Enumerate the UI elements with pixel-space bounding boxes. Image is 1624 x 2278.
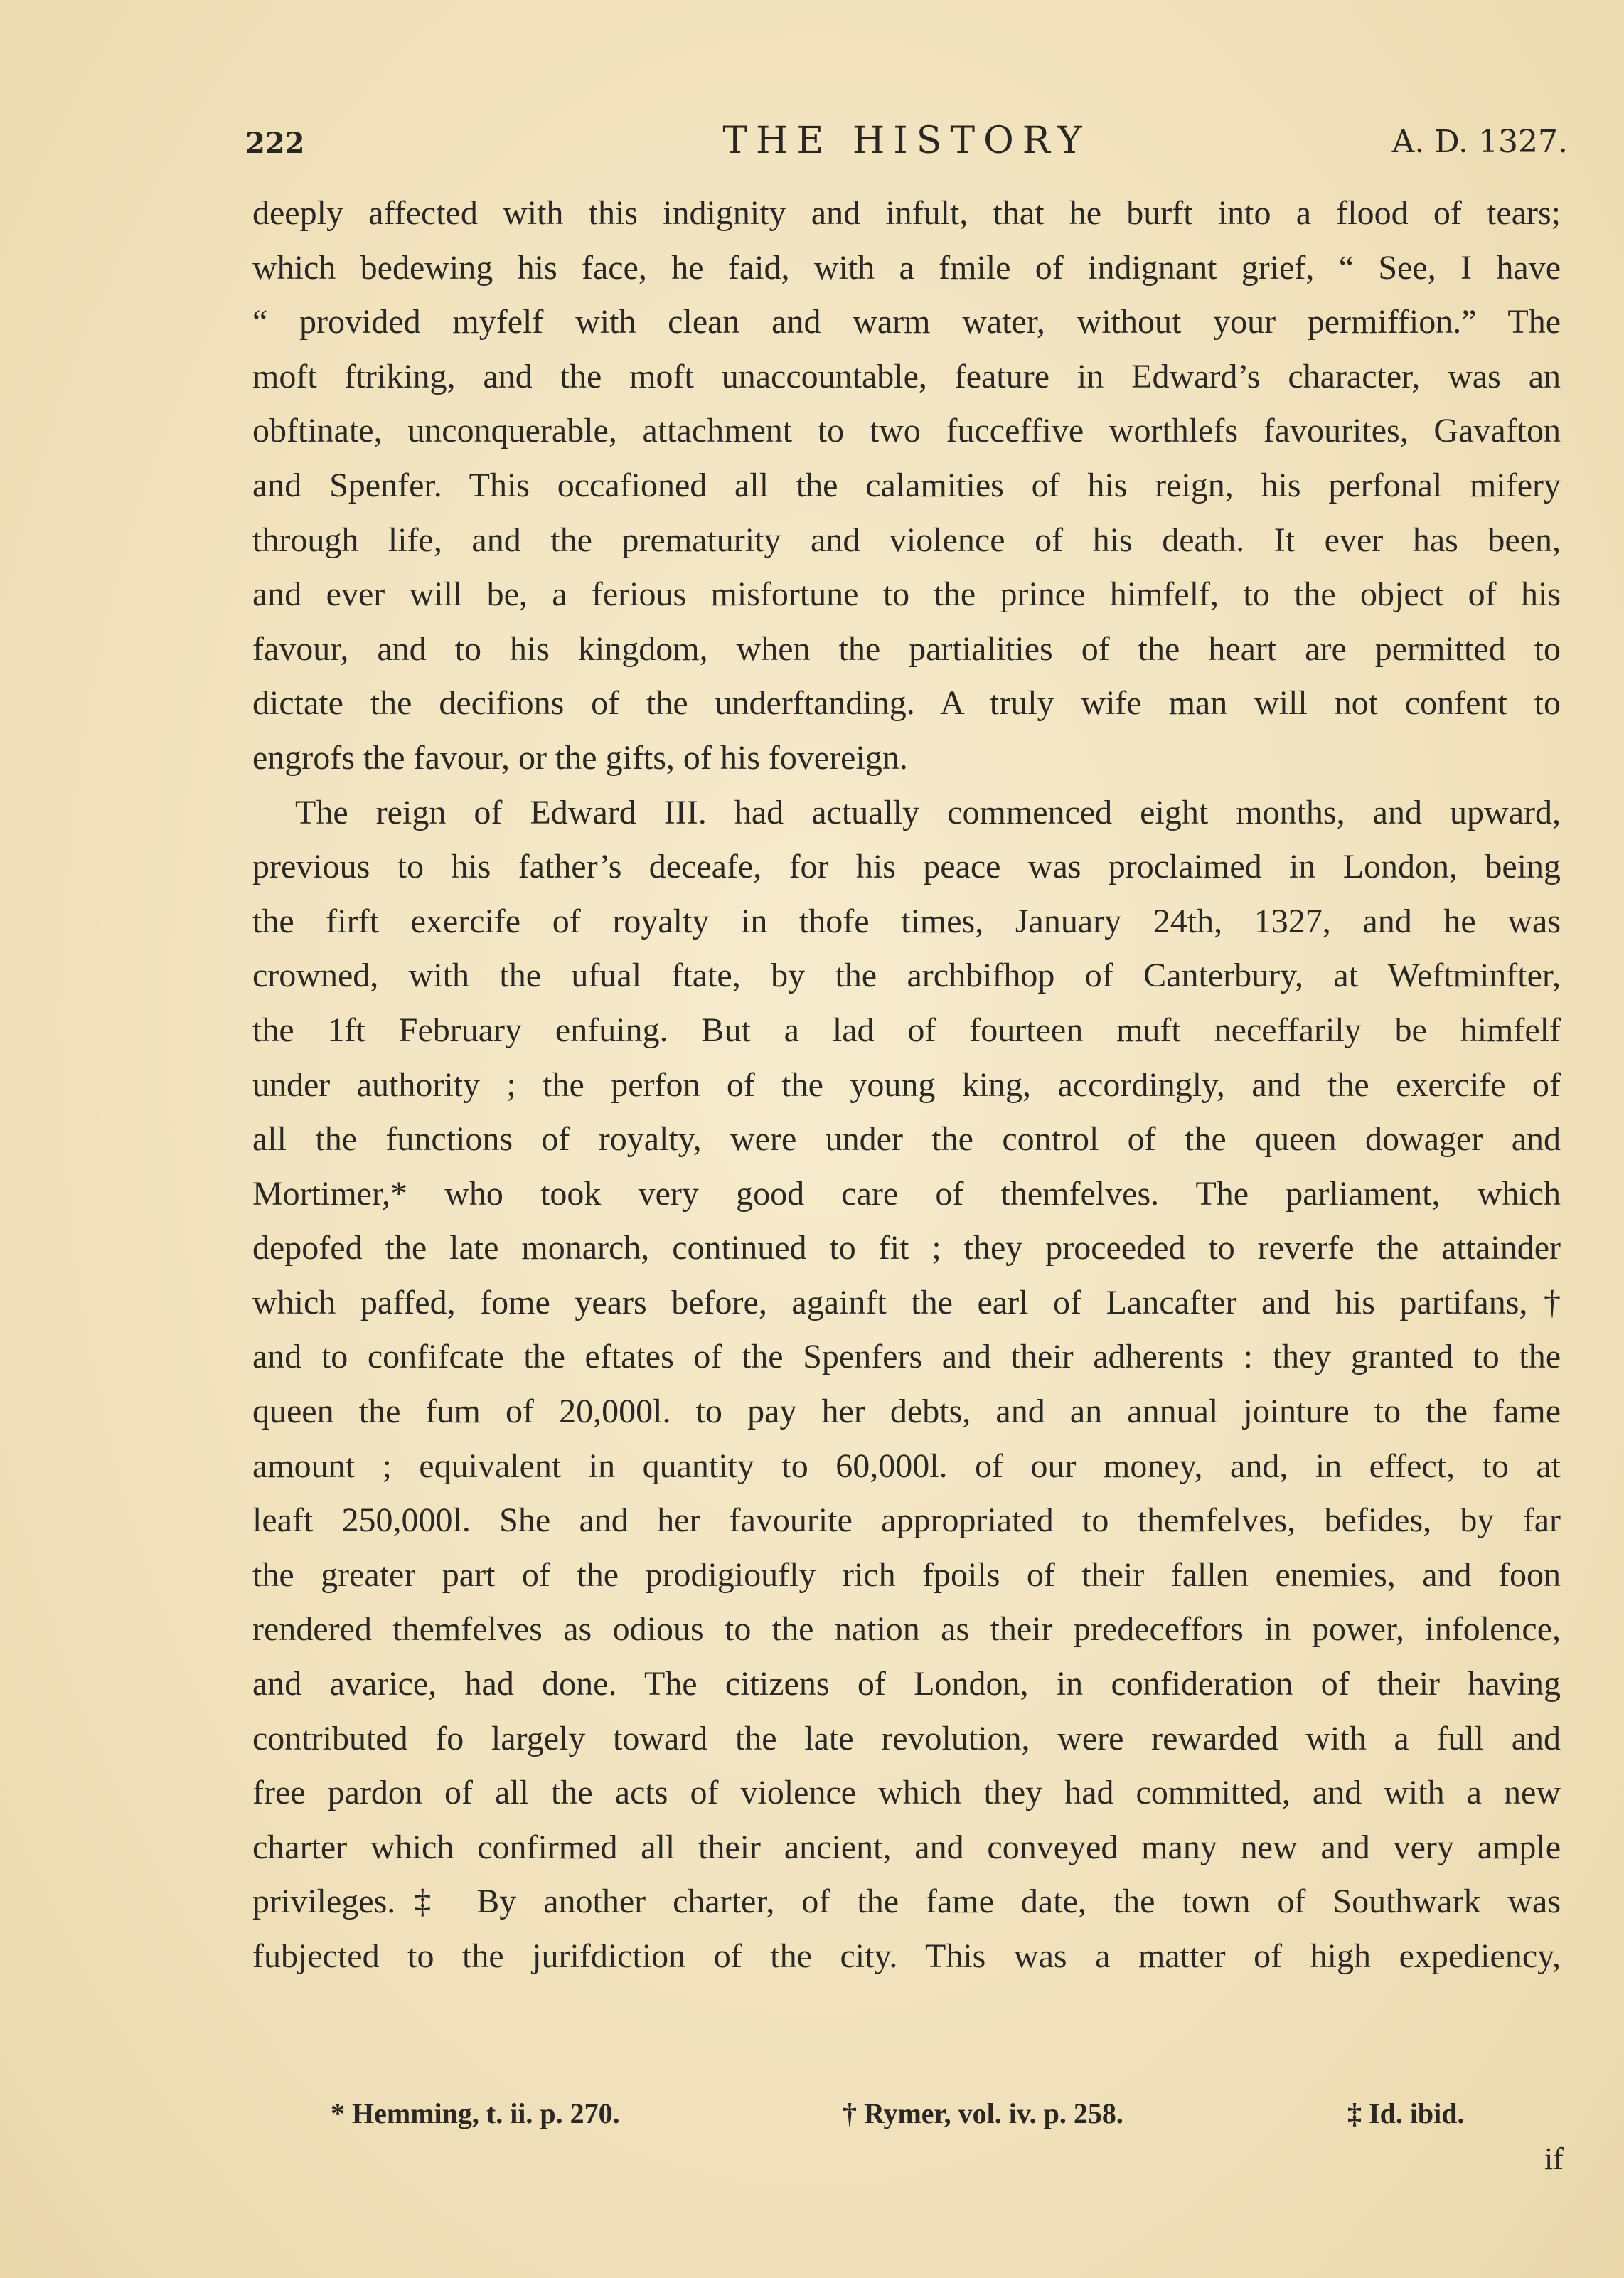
catchword: if [1544,2141,1564,2176]
text-line: depofed the late monarch, continued to fit ; they proceeded to reverfe the attainder [252,1229,1561,1267]
text-line: the 1ft February enfuing. But a lad of fourteen muft neceffarily be himfelf [252,1011,1561,1049]
text-line: favour, and to his kingdom, when the partialities of the heart are permitted to [252,629,1561,668]
text-line: and Spenfer. This occafioned all the calamities of his reign, his perfonal mifery [252,466,1561,504]
text-line: the firft exercife of royalty in thofe times, January 24th, 1327, and he was [252,902,1561,940]
text-line: the greater part of the prodigioufly rich fpoils of their fallen enemies, and foon [252,1555,1561,1594]
footnote: ‡ Id. ibid. [1347,2097,1465,2129]
text-line: amount ; equivalent in quantity to 60,000l. of our money, and, in effect, to at [252,1447,1561,1485]
text-line: leaft 250,000l. She and her favourite appropriated to themfelves, befides, by far [252,1501,1561,1540]
text-line: deeply affected with this indignity and infult, that he burft into a flood of tears; [252,194,1561,232]
text-line: through life, and the prematurity and violence of his death. It ever has been, [252,521,1561,559]
text-line: under authority ; the perfon of the young king, accordingly, and the exercife of [252,1065,1561,1104]
text-line: and avarice, had done. The citizens of London, in confideration of their having [252,1665,1561,1703]
text-line: obftinate, unconquerable, attachment to two fucceffive worthlefs favourites, Gavafton [252,412,1561,450]
running-title: THE HISTORY [722,119,1091,162]
page-number: 222 [245,127,305,160]
text-line: previous to his father’s deceafe, for his peace was proclaimed in London, being [252,848,1561,886]
footnotes [331,2097,1511,2139]
text-line: queen the fum of 20,000l. to pay her debts, and an annual jointure to the fame [252,1393,1561,1431]
text-line: rendered themfelves as odious to the nation as their predeceffors in power, infolence, [252,1610,1561,1649]
text-line: The reign of Edward III. had actually commenced eight months, and upward, [295,793,1561,831]
body-text [252,186,1561,1984]
running-header [245,119,1568,169]
text-line: crowned, with the ufual ftate, by the archbifhop of Canterbury, at Weftminfter, [252,957,1561,995]
text-line: moft ftriking, and the moft unaccountable, feature in Edward’s character, was an [252,357,1561,395]
text-line: fubjected to the jurifdiction of the city. This was a matter of high expediency, [252,1937,1561,1975]
text-line: contributed fo largely toward the late revolution, were rewarded with a full and [252,1719,1561,1757]
text-line: “ provided myfelf with clean and warm water, without your permiffion.” The [252,303,1561,341]
text-line: dictate the decifions of the underftanding. A truly wife man will not confent to [252,684,1561,723]
text-line: engrofs the favour, or the gifts, of his fovereign. [252,738,908,777]
text-line: all the functions of royalty, were under the control of the queen dowager and [252,1120,1561,1159]
year-marker: A. D. 1327. [1391,124,1568,160]
text-line: Mortimer,* who took very good care of themfelves. The parliament, which [252,1174,1561,1213]
footnote: * Hemming, t. ii. p. 270. [331,2097,620,2129]
text-line: and to confifcate the eftates of the Spenfers and their adherents : they granted to the [252,1338,1561,1376]
text-line: privileges.‡ By another charter, of the fame date, the town of Southwark was [252,1883,1561,1921]
text-line: charter which confirmed all their ancient, and conveyed many new and very ample [252,1828,1561,1866]
text-line: and ever will be, a ferious misfortune to the prince himfelf, to the object of his [252,575,1561,614]
text-line: which paffed, fome years before, againft the earl of Lancafter and his partifans,† [252,1283,1561,1321]
text-line: which bedewing his face, he faid, with a fmile of indignant grief, “ See, I have [252,248,1561,287]
footnote: † Rymer, vol. iv. p. 258. [843,2097,1123,2129]
text-line: free pardon of all the acts of violence which they had committed, and with a new [252,1774,1561,1812]
